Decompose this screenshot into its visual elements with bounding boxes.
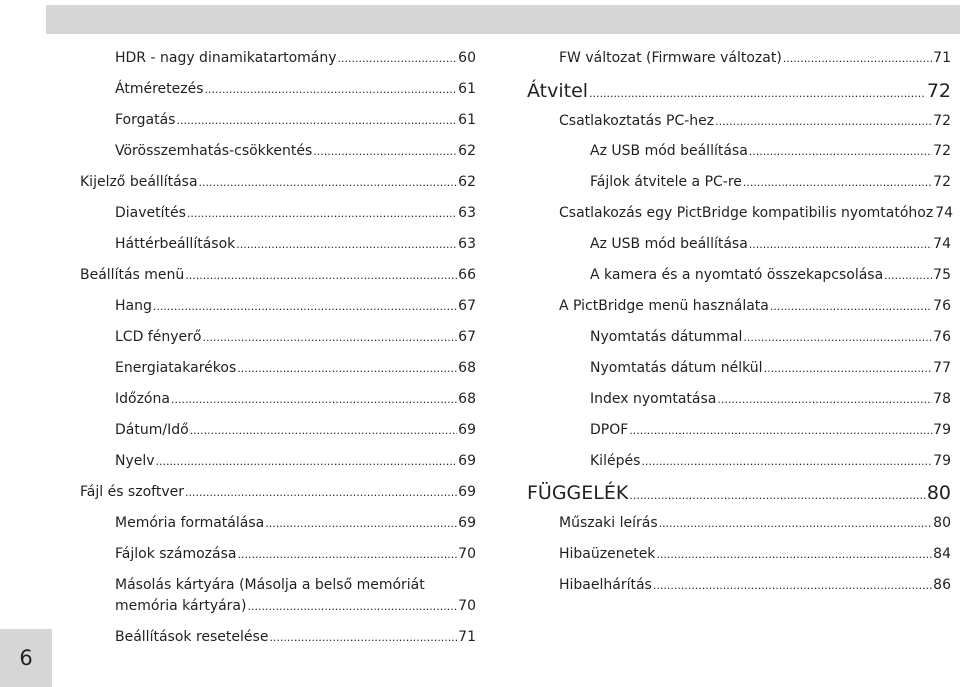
- page-number-tab: [0, 629, 52, 687]
- toc-entry-text: Diavetítés: [115, 205, 186, 221]
- toc-page-number: 76: [933, 298, 951, 314]
- toc-page-number: 72: [926, 80, 951, 102]
- toc-leader-dots: [653, 575, 932, 596]
- toc-entry: [527, 265, 951, 286]
- toc-entry: [80, 544, 476, 565]
- toc-entry: [80, 234, 476, 255]
- toc-entry-text: LCD fényerő: [115, 329, 202, 345]
- toc-entry: [527, 513, 951, 534]
- toc-entry-text: Energiatakarékos: [115, 360, 237, 376]
- toc-leader-dots: [783, 48, 932, 69]
- toc-entry: [527, 451, 951, 472]
- toc-page-number: 60: [458, 50, 476, 66]
- toc-entry: [80, 358, 476, 379]
- toc-leader-dots: [589, 78, 926, 107]
- toc-entry-text: HDR - nagy dinamikatartomány: [115, 50, 337, 66]
- toc-leader-dots: [153, 296, 457, 317]
- toc-leader-dots: [199, 172, 458, 193]
- toc-page-number: 74: [935, 205, 954, 221]
- toc-page-number: 72: [933, 113, 951, 129]
- toc-entry-text: Átvitel: [527, 80, 589, 102]
- toc-entry: [527, 480, 951, 509]
- toc-leader-dots: [187, 203, 457, 224]
- toc-entry: [527, 172, 951, 193]
- toc-leader-dots: [629, 420, 932, 441]
- toc-entry-line2: [115, 596, 476, 617]
- toc-page-number: 67: [458, 329, 476, 345]
- toc-entry-text: Beállítások resetelése: [115, 629, 269, 645]
- toc-page-number: 69: [458, 515, 476, 531]
- toc-entry: [527, 544, 951, 565]
- toc-entry: [80, 265, 476, 286]
- toc-entry-text: Fájl és szoftver: [80, 484, 184, 500]
- toc-leader-dots: [156, 451, 458, 472]
- toc-page-number: 78: [933, 391, 951, 407]
- toc-page-number: 72: [933, 143, 951, 159]
- toc-page-number: 67: [458, 298, 476, 314]
- toc-entry: [80, 575, 476, 617]
- toc-page-number: 75: [933, 267, 951, 283]
- toc-entry-text: Kijelző beállítása: [80, 174, 198, 190]
- toc-entry-text: DPOF: [590, 422, 629, 438]
- toc-entry-text: Csatlakoztatás PC-hez: [559, 113, 715, 129]
- toc-page-number: 66: [458, 267, 476, 283]
- toc-entry-text: Fájlok számozása: [115, 546, 237, 562]
- toc-entry-text: Dátum/Idő: [115, 422, 189, 438]
- toc-page-number: 79: [933, 422, 951, 438]
- toc-leader-dots: [265, 513, 457, 534]
- toc-entry-text-line1: Másolás kártyára (Másolja a belső memóriát: [115, 577, 425, 593]
- toc-entry-text: Kilépés: [590, 453, 641, 469]
- toc-page-number: 80: [926, 482, 951, 504]
- toc-leader-dots: [629, 480, 925, 509]
- toc-entry: [527, 575, 951, 596]
- toc-entry: [527, 48, 951, 69]
- toc-entry-text: Az USB mód beállítása: [590, 236, 748, 252]
- toc-entry: [527, 358, 951, 379]
- toc-entry: [80, 389, 476, 410]
- toc-entry: [527, 296, 951, 317]
- toc-entry: [80, 48, 476, 69]
- toc-entry-text: Forgatás: [115, 112, 176, 128]
- toc-leader-dots: [884, 265, 932, 286]
- toc-entry: [80, 627, 476, 648]
- header-bar: [46, 5, 960, 34]
- toc-entry: [80, 141, 476, 162]
- toc-entry-text: Csatlakozás egy PictBridge kompatibilis nyomtatóhoz: [559, 205, 934, 221]
- toc-page-number: 69: [458, 484, 476, 500]
- toc-page-number: 84: [933, 546, 951, 562]
- toc-entry-text: FÜGGELÉK: [527, 482, 629, 504]
- toc-leader-dots: [236, 234, 457, 255]
- toc-entry-text: FW változat (Firmware változat): [559, 50, 782, 66]
- toc-page-number: 69: [458, 453, 476, 469]
- toc-entry: [80, 296, 476, 317]
- toc-leader-dots: [338, 48, 458, 69]
- toc-page-number: 70: [458, 546, 476, 562]
- toc-page-number: 61: [458, 112, 476, 128]
- toc-entry-text: Beállítás menü: [80, 267, 185, 283]
- toc-entry: [80, 327, 476, 348]
- toc-entry-text-line2: memória kártyára): [115, 598, 247, 614]
- toc-entry-text: Hibaelhárítás: [559, 577, 652, 593]
- toc-page-number: 69: [458, 422, 476, 438]
- toc-entry: [527, 389, 951, 410]
- toc-leader-dots: [659, 513, 933, 534]
- toc-entry-text: Az USB mód beállítása: [590, 143, 748, 159]
- toc-leader-dots: [743, 327, 932, 348]
- toc-page-number: 74: [933, 236, 951, 252]
- toc-page-number: 62: [458, 174, 476, 190]
- toc-leader-dots: [715, 111, 932, 132]
- toc-entry-text: Háttérbeállítások: [115, 236, 236, 252]
- toc-entry: [527, 78, 951, 107]
- toc-page-number: 62: [458, 143, 476, 159]
- toc-entry: [527, 420, 951, 441]
- toc-page-number: 63: [458, 236, 476, 252]
- toc-entry: [80, 172, 476, 193]
- toc-entry: [527, 234, 951, 255]
- toc-leader-dots: [185, 265, 457, 286]
- toc-leader-dots: [247, 596, 457, 617]
- toc-page-number: 79: [933, 453, 951, 469]
- toc-entry: [80, 482, 476, 503]
- toc-entry-text: A kamera és a nyomtató összekapcsolása: [590, 267, 884, 283]
- toc-leader-dots: [237, 544, 457, 565]
- toc-leader-dots: [743, 172, 932, 193]
- toc-leader-dots: [717, 389, 932, 410]
- toc-entry-text: Műszaki leírás: [559, 515, 658, 531]
- toc-entry: [80, 203, 476, 224]
- toc-page-number: 71: [933, 50, 951, 66]
- toc-entry: [80, 110, 476, 131]
- toc-entry-text: Nyomtatás dátum nélkül: [590, 360, 763, 376]
- toc-entry-text: Nyomtatás dátummal: [590, 329, 743, 345]
- toc-leader-dots: [202, 327, 457, 348]
- toc-entry-text: Hang: [115, 298, 152, 314]
- toc-entry: [527, 203, 954, 224]
- toc-leader-dots: [176, 110, 457, 131]
- toc-leader-dots: [190, 420, 458, 441]
- toc-entry-text: Vörösszemhatás-csökkentés: [115, 143, 313, 159]
- toc-entry-text: A PictBridge menü használata: [559, 298, 769, 314]
- toc-leader-dots: [171, 389, 457, 410]
- toc-leader-dots: [185, 482, 457, 503]
- toc-entry-text: Nyelv: [115, 453, 155, 469]
- toc-page-number: 76: [933, 329, 951, 345]
- toc-leader-dots: [764, 358, 933, 379]
- toc-page-number: 68: [458, 360, 476, 376]
- toc-leader-dots: [770, 296, 932, 317]
- toc-leader-dots: [656, 544, 932, 565]
- toc-page-number: 68: [458, 391, 476, 407]
- toc-entry: [80, 451, 476, 472]
- toc-entry: [527, 141, 951, 162]
- toc-entry-text: Index nyomtatása: [590, 391, 717, 407]
- toc-page-number: 77: [933, 360, 951, 376]
- toc-leader-dots: [749, 141, 932, 162]
- toc-page-number: 72: [933, 174, 951, 190]
- toc-entry: [80, 420, 476, 441]
- toc-entry-text: Hibaüzenetek: [559, 546, 656, 562]
- toc-leader-dots: [749, 234, 932, 255]
- toc-leader-dots: [205, 79, 458, 100]
- toc-entry-text: Átméretezés: [115, 81, 204, 97]
- toc-leader-dots: [641, 451, 932, 472]
- toc-entry: [527, 111, 951, 132]
- toc-entry-text: Időzóna: [115, 391, 170, 407]
- toc-entry: [527, 327, 951, 348]
- toc-entry-text: Fájlok átvitele a PC-re: [590, 174, 742, 190]
- toc-leader-dots: [237, 358, 457, 379]
- toc-leader-dots: [269, 627, 457, 648]
- toc-page-number: 70: [458, 598, 476, 614]
- toc-page-number: 86: [933, 577, 951, 593]
- toc-leader-dots: [313, 141, 457, 162]
- toc-page-number: 80: [933, 515, 951, 531]
- toc-page-number: 71: [458, 629, 476, 645]
- toc-entry-text: Memória formatálása: [115, 515, 265, 531]
- toc-entry: [80, 79, 476, 100]
- toc-page-number: 61: [458, 81, 476, 97]
- toc-page-number: 63: [458, 205, 476, 221]
- toc-entry: [80, 513, 476, 534]
- page-number: 6: [19, 646, 33, 670]
